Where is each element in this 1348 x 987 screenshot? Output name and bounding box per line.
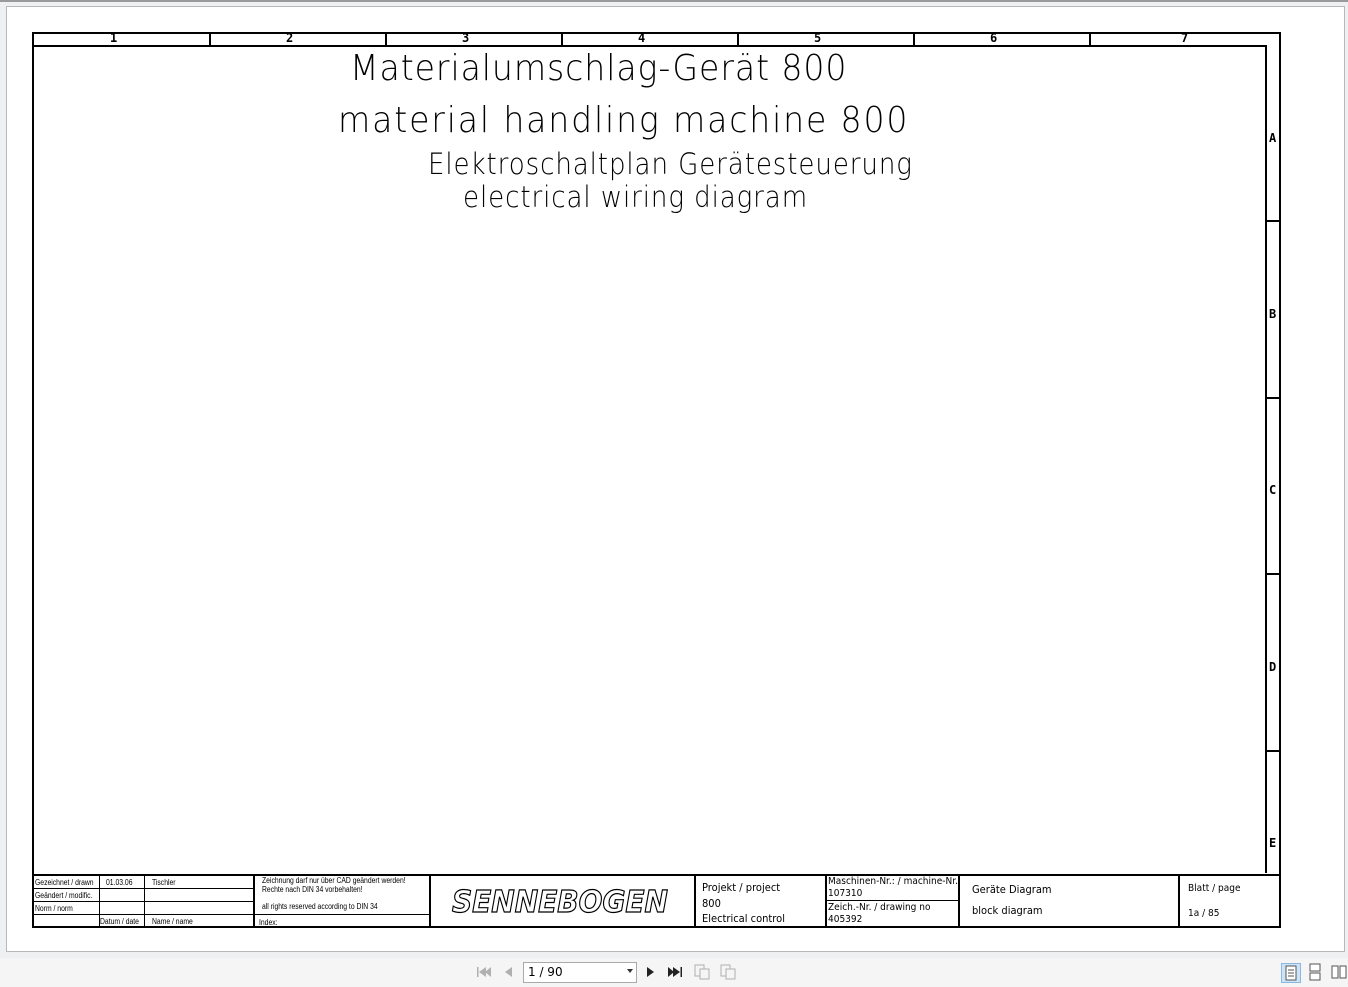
column-number: 1 [110, 31, 118, 45]
sennebogen-logo [450, 876, 672, 926]
tb-divider [694, 875, 696, 927]
row-divider [1267, 573, 1281, 575]
column-divider [385, 32, 387, 46]
column-divider [561, 32, 563, 46]
drawn-label: Gezeichnet / drawn [35, 878, 94, 887]
page-value: 1a / 85 [1188, 908, 1220, 919]
notice-line-1: Zeichnung darf nur über CAD geändert werden! [262, 876, 406, 885]
chevron-down-icon [627, 969, 633, 973]
next-page-icon[interactable] [641, 962, 661, 982]
page-indicator: 1 / 90 [528, 965, 563, 979]
tb-divider [825, 875, 827, 927]
column-number: 3 [462, 31, 470, 45]
column-divider [1089, 32, 1091, 46]
sheet-title-english: block diagram [972, 904, 1043, 917]
project-value: 800 [702, 897, 721, 910]
logo-text: SENNEBOGEN [452, 885, 668, 920]
row-letter: A [1269, 131, 1277, 145]
column-number: 5 [814, 31, 822, 45]
tb-divider [1178, 875, 1180, 927]
drawing-value: 405392 [828, 914, 863, 925]
drawn-date: 01.03.06 [106, 878, 133, 887]
first-page-icon[interactable] [474, 962, 494, 982]
index-label: Index: [259, 918, 278, 927]
notice-line-2: Rechte nach DIN 34 vorbehalten! [262, 885, 363, 894]
tb-row-line [34, 901, 253, 902]
row-letter: B [1269, 307, 1277, 321]
column-divider [737, 32, 739, 46]
column-number: 7 [1181, 31, 1189, 45]
row-divider [1267, 220, 1281, 222]
subtitle-english: electrical wiring diagram [463, 180, 809, 214]
page-label: Blatt / page [1188, 883, 1241, 894]
column-number: 4 [638, 31, 646, 45]
column-divider [209, 32, 211, 46]
row-divider [1267, 397, 1281, 399]
row-divider [1267, 750, 1281, 752]
rotate-back-icon[interactable] [718, 962, 738, 982]
modified-label: Geändert / modific. [35, 891, 93, 900]
tb-row-line [34, 914, 253, 915]
column-number: 6 [990, 31, 998, 45]
facing-view-icon[interactable] [1330, 963, 1348, 983]
machine-value: 107310 [828, 888, 863, 899]
notice-line-3: all rights reserved according to DIN 34 [262, 902, 378, 911]
title-german: Materialumschlag-Gerät 800 [350, 48, 848, 89]
norm-label: Norm / norm [35, 904, 73, 913]
row-letter: C [1269, 483, 1277, 497]
page-selector[interactable] [523, 962, 637, 983]
row-letter: D [1269, 660, 1277, 674]
single-page-view-icon[interactable] [1281, 963, 1301, 983]
rotate-icon[interactable] [692, 962, 712, 982]
title-english: material handling machine 800 [338, 100, 910, 141]
name-label: Name / name [152, 917, 193, 926]
prev-page-icon[interactable] [498, 962, 518, 982]
continuous-view-icon[interactable] [1306, 963, 1326, 983]
project-label: Projekt / project [702, 881, 781, 894]
tb-row-line [826, 900, 958, 901]
drawing-label: Zeich.-Nr. / drawing no [828, 902, 931, 913]
project-description: Electrical control [702, 912, 785, 925]
sheet-title-german: Geräte Diagram [972, 883, 1052, 896]
column-number: 2 [286, 31, 294, 45]
tb-row-line [253, 914, 429, 915]
date-label: Datum / date [100, 917, 139, 926]
row-letter: E [1269, 836, 1277, 850]
last-page-icon[interactable] [665, 962, 685, 982]
tb-row-line [34, 888, 253, 889]
machine-label: Maschinen-Nr.: / machine-Nr.: [828, 876, 962, 887]
drawn-name: Tischler [152, 878, 176, 887]
subtitle-german: Elektroschaltplan Gerätesteuerung [428, 147, 913, 181]
tb-divider [429, 875, 431, 927]
column-divider [913, 32, 915, 46]
tb-divider [253, 875, 255, 927]
